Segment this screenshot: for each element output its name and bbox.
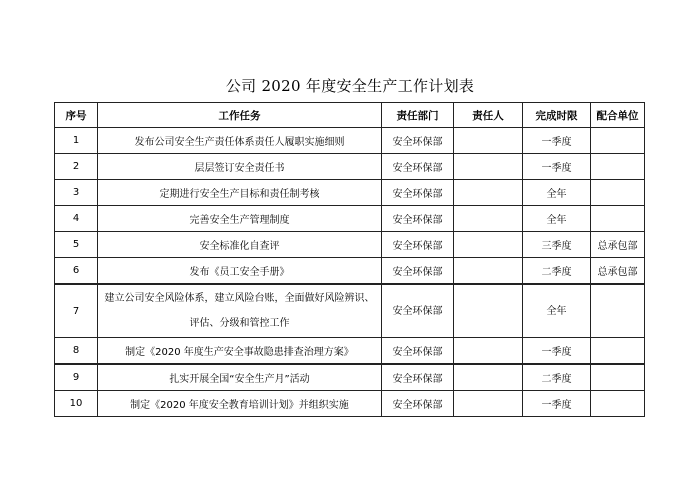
- cell-department: 安全环保部: [382, 180, 454, 206]
- cell-deadline: 二季度: [523, 258, 591, 285]
- header-row: [55, 103, 645, 128]
- table-row: [55, 258, 645, 285]
- cell-department: 安全环保部: [382, 364, 454, 391]
- cell-person: [454, 180, 523, 206]
- cell-deadline: 三季度: [523, 232, 591, 258]
- table-row: [55, 391, 645, 417]
- cell-department: 安全环保部: [382, 338, 454, 365]
- cell-partner: 总承包部: [591, 232, 645, 258]
- cell-task: 安全标准化自查评: [98, 232, 382, 258]
- cell-deadline: 全年: [523, 206, 591, 232]
- header-task: 工作任务: [98, 103, 382, 128]
- header-index: 序号: [55, 103, 98, 128]
- cell-person: [454, 128, 523, 154]
- cell-person: [454, 154, 523, 180]
- cell-task: 制定《2020 年度安全教育培训计划》并组织实施: [98, 391, 382, 417]
- page-title: 公司 2020 年度安全生产工作计划表: [225, 77, 475, 95]
- cell-partner: [591, 206, 645, 232]
- cell-person: [454, 284, 523, 338]
- cell-task: 发布《员工安全手册》: [98, 258, 382, 285]
- table-row: [55, 128, 645, 154]
- cell-deadline: 一季度: [523, 128, 591, 154]
- cell-person: [454, 232, 523, 258]
- cell-partner: [591, 364, 645, 391]
- cell-task: 发布公司安全生产责任体系责任人履职实施细则: [98, 128, 382, 154]
- cell-task: 扎实开展全国“安全生产月”活动: [98, 364, 382, 391]
- cell-department: 安全环保部: [382, 154, 454, 180]
- table-row: [55, 364, 645, 391]
- cell-person: [454, 206, 523, 232]
- cell-task: 建立公司安全风险体系，建立风险台账，全面做好风险辨识、评估、分级和管控工作: [98, 284, 382, 338]
- cell-task: 层层签订安全责任书: [98, 154, 382, 180]
- table-row: [55, 284, 645, 338]
- header-department: 责任部门: [382, 103, 454, 128]
- cell-department: 安全环保部: [382, 284, 454, 338]
- cell-index: 10: [55, 391, 98, 417]
- plan-table: [54, 102, 645, 417]
- header-partner: 配合单位: [591, 103, 645, 128]
- cell-index: 3: [55, 180, 98, 206]
- cell-department: 安全环保部: [382, 258, 454, 285]
- cell-deadline: 一季度: [523, 338, 591, 365]
- cell-deadline: 全年: [523, 284, 591, 338]
- table-row: [55, 232, 645, 258]
- cell-partner: 总承包部: [591, 258, 645, 285]
- cell-deadline: 全年: [523, 180, 591, 206]
- header-person: 责任人: [454, 103, 523, 128]
- table-row: [55, 338, 645, 365]
- cell-index: 8: [55, 338, 98, 365]
- cell-index: 6: [55, 258, 98, 285]
- cell-department: 安全环保部: [382, 232, 454, 258]
- table-row: [55, 206, 645, 232]
- cell-partner: [591, 154, 645, 180]
- cell-index: 5: [55, 232, 98, 258]
- cell-partner: [591, 180, 645, 206]
- cell-index: 4: [55, 206, 98, 232]
- cell-person: [454, 391, 523, 417]
- cell-partner: [591, 391, 645, 417]
- table-row: [55, 154, 645, 180]
- cell-deadline: 二季度: [523, 364, 591, 391]
- cell-partner: [591, 284, 645, 338]
- cell-index: 9: [55, 364, 98, 391]
- cell-person: [454, 338, 523, 365]
- cell-partner: [591, 338, 645, 365]
- cell-deadline: 一季度: [523, 154, 591, 180]
- cell-department: 安全环保部: [382, 128, 454, 154]
- header-deadline: 完成时限: [523, 103, 591, 128]
- cell-department: 安全环保部: [382, 206, 454, 232]
- cell-task: 完善安全生产管理制度: [98, 206, 382, 232]
- cell-index: 7: [55, 284, 98, 338]
- cell-person: [454, 258, 523, 285]
- cell-partner: [591, 128, 645, 154]
- table-row: [55, 180, 645, 206]
- cell-index: 2: [55, 154, 98, 180]
- cell-task: 制定《2020 年度生产安全事故隐患排查治理方案》: [98, 338, 382, 365]
- cell-person: [454, 364, 523, 391]
- cell-department: 安全环保部: [382, 391, 454, 417]
- cell-index: 1: [55, 128, 98, 154]
- cell-task: 定期进行安全生产目标和责任制考核: [98, 180, 382, 206]
- cell-deadline: 一季度: [523, 391, 591, 417]
